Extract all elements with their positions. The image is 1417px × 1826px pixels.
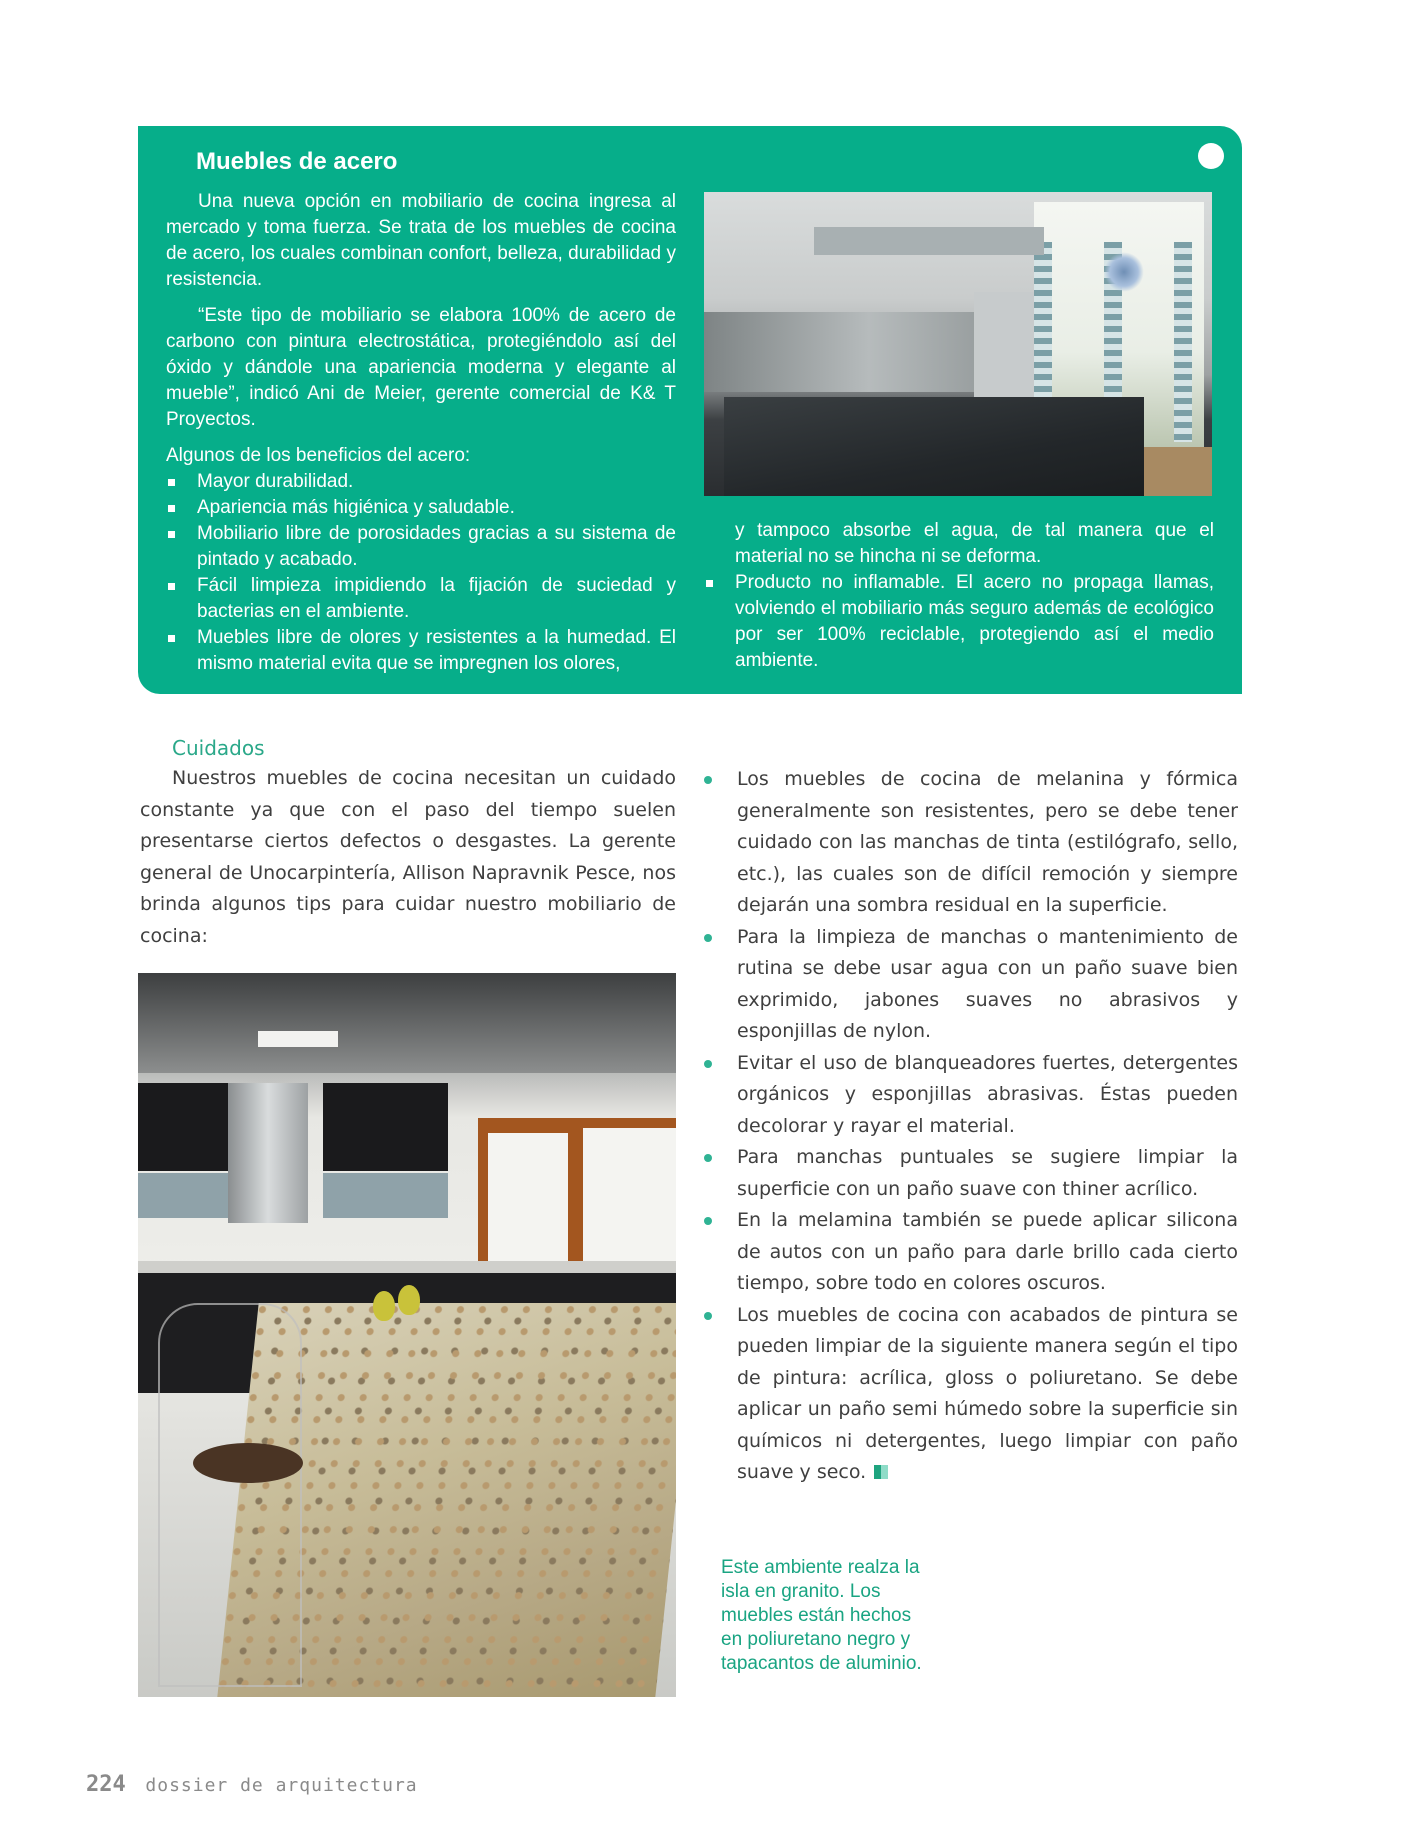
box-paragraph: Una nueva opción en mobiliario de cocina ingresa al mercado y toma fuerza. Se trata de los muebles de cocina de acero, los cuales combinan confort, belleza, durabilidad y resistencia. (166, 191, 676, 290)
benefit-text: Mobiliario libre de porosidades gracias a su sistema de pintado y acabado. (197, 523, 676, 570)
square-bullet-icon (168, 635, 175, 642)
range-hood (228, 1083, 308, 1223)
list-item (166, 495, 676, 521)
glass-cabinet (323, 1173, 448, 1218)
box-left-column (166, 189, 676, 677)
glass-cabinet (138, 1173, 228, 1218)
benefits-list-continued (704, 570, 1214, 674)
chandelier (1104, 252, 1144, 292)
cowhide-seat (193, 1443, 303, 1483)
list-item (702, 1142, 1238, 1205)
list-item (704, 570, 1214, 674)
bullet-icon (704, 1312, 712, 1320)
list-item (166, 521, 676, 573)
care-tips-column (702, 764, 1238, 1489)
care-heading: Cuidados (172, 736, 265, 760)
curtain (1174, 242, 1192, 442)
tip-text: Los muebles de cocina con acabados de pintura se pueden limpiar de la siguiente manera según el tipo de pintura: acrílica, gloss o poliuretano. Se debe aplicar un paño semi húmedo sobre la superficie sin químicos ni detergentes, luego limpiar con paño suave y seco. (737, 1303, 1238, 1483)
care-intro-column (140, 733, 676, 952)
ceiling (138, 973, 676, 1073)
list-item (702, 1048, 1238, 1143)
square-bullet-icon (168, 479, 175, 486)
list-item (166, 625, 676, 677)
page-footer (86, 1772, 418, 1797)
list-item (702, 1300, 1238, 1489)
bullet-icon (704, 1154, 712, 1162)
range-hood (814, 227, 1044, 255)
box-paragraph: “Este tipo de mobiliario se elabora 100% de acero de carbono con pintura electrostática, protegiéndolo así del óxido y dándole una apariencia moderna y elegante al mueble”, indicó Ani de Meier, gerente comercial de K& T Proyectos. (166, 305, 676, 430)
tip-text: En la melamina también se puede aplicar silicona de autos con un paño para darle brillo cada cierto tiempo, sobre todo en colores oscuros. (737, 1209, 1238, 1294)
granite-kitchen-photo (138, 973, 676, 1697)
tip-text: Los muebles de cocina de melanina y fórmica generalmente son resistentes, pero se debe tener cuidado con las manchas de tinta (estilógrafo, sello, etc.), las cuales son de difícil remoción y siempre dejarán una sombra residual en la superficie. (737, 768, 1238, 916)
steel-kitchen-photo (704, 192, 1212, 496)
black-island (724, 397, 1144, 496)
box-title: Muebles de acero (196, 148, 398, 175)
bullet-icon (704, 1217, 712, 1225)
benefit-text: Fácil limpieza impidiendo la fijación de suciedad y bacterias en el ambiente. (197, 575, 676, 622)
bullet-icon (704, 1060, 712, 1068)
square-bullet-icon (706, 580, 713, 587)
upper-cabinet (323, 1083, 448, 1171)
square-bullet-icon (168, 531, 175, 538)
list-item (702, 922, 1238, 1048)
box-right-column (704, 518, 1214, 674)
bullet-icon (704, 776, 712, 784)
square-bullet-icon (168, 505, 175, 512)
list-item (166, 469, 676, 495)
benefits-list (166, 469, 676, 677)
circle-icon (1198, 143, 1224, 169)
upper-cabinet (138, 1083, 228, 1171)
pear (398, 1285, 420, 1315)
pear (373, 1291, 395, 1321)
care-tips-list (702, 764, 1238, 1489)
list-item (702, 1205, 1238, 1300)
end-of-article-icon (874, 1465, 888, 1479)
care-intro: Nuestros muebles de cocina necesitan un cuidado constante ya que con el paso del tiempo suelen presentarse ciertos defectos o desgastes. La gerente general de Unocarpintería, Allison Napravnik Pesce, nos brinda algunos tips para cuidar nuestro mobiliario de cocina: (140, 767, 676, 947)
magazine-name: dossier de arquitectura (145, 1775, 418, 1796)
benefit-text: Muebles libre de olores y resistentes a la humedad. El mismo material evita que se impregnen los olores, (197, 627, 676, 674)
list-item (166, 573, 676, 625)
benefit-text: Producto no inflamable. El acero no propaga llamas, volviendo el mobiliario más seguro además de ecológico por ser 100% reciclable, protegiendo así el medio ambiente. (735, 572, 1214, 671)
tip-text: Para la limpieza de manchas o mantenimiento de rutina se debe usar agua con un paño suave bien exprimido, jabones suaves no abrasivos y esponjillas de nylon. (737, 925, 1238, 1042)
tip-text: Evitar el uso de blanqueadores fuertes, detergentes orgánicos y esponjillas abrasivas. Éstas pueden decolorar y rayar el material. (737, 1051, 1238, 1137)
tip-text: Para manchas puntuales se sugiere limpiar la superficie con un paño suave con thiner acrílico. (737, 1146, 1238, 1200)
benefits-intro: Algunos de los beneficios del acero: (166, 445, 471, 466)
page-number: 224 (86, 1772, 126, 1797)
bullet-icon (704, 934, 712, 942)
benefit-continuation: y tampoco absorbe el agua, de tal manera que el material no se hincha ni se deforma. (735, 520, 1214, 567)
benefit-text: Mayor durabilidad. (197, 471, 354, 492)
wire-stool (158, 1303, 302, 1687)
list-item (702, 764, 1238, 922)
photo-caption: Este ambiente realza la isla en granito. Los muebles están hechos en poliuretano negro y tapacantos de aluminio. (721, 1557, 922, 1674)
square-bullet-icon (168, 583, 175, 590)
benefit-text: Apariencia más higiénica y saludable. (197, 497, 515, 518)
ceiling-light (258, 1031, 338, 1047)
